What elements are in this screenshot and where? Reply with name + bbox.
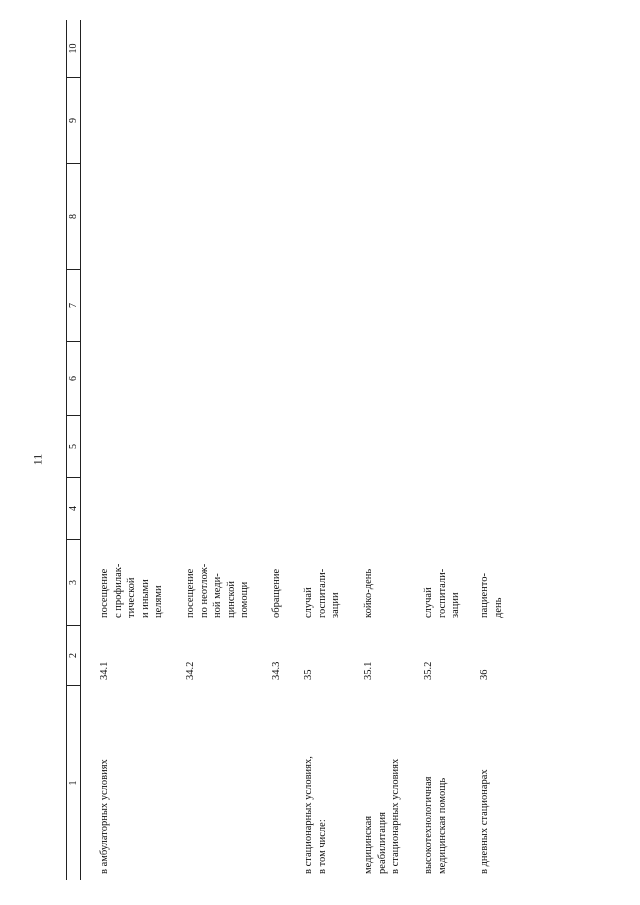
row-name: медицинская реабилитация в стационарных условиях [363, 758, 401, 874]
column-header-7: 7 [67, 270, 80, 342]
column-header-6: 6 [67, 342, 80, 416]
row-unit: случай госпитали- зации [303, 568, 341, 618]
column-header-2: 2 [67, 626, 80, 686]
row-unit: посещение с профилак- тической и иными целями [99, 563, 164, 618]
row-unit: обращение [271, 568, 282, 618]
row-code: 35 [303, 669, 314, 680]
row-unit: случай госпитали- зации [423, 568, 461, 618]
row-name: в амбулаторных условиях [99, 759, 110, 874]
row-unit: посещение по неотлож- ной меди- цинской помощи [185, 563, 250, 618]
row-unit: пациенто- день [479, 573, 504, 618]
page-number: 11 [30, 453, 45, 466]
column-header-row [66, 20, 81, 880]
data-table [66, 20, 638, 880]
row-unit: койко-день [363, 568, 374, 618]
row-code: 35.2 [423, 661, 434, 680]
row-name: в стационарных условиях, в том числе: [303, 756, 328, 874]
column-header-8: 8 [67, 164, 80, 270]
row-code: 36 [479, 669, 490, 680]
row-name: в дневных стационарах [479, 769, 490, 874]
row-name: высокотехнологичная медицинская помощь [423, 776, 448, 874]
column-header-10: 10 [67, 20, 80, 78]
row-code: 34.2 [185, 661, 196, 680]
column-header-3: 3 [67, 540, 80, 626]
row-code: 34.1 [99, 661, 110, 680]
row-code: 34.3 [271, 661, 282, 680]
row-code: 35.1 [363, 661, 374, 680]
column-header-9: 9 [67, 78, 80, 164]
column-header-5: 5 [67, 416, 80, 478]
column-header-4: 4 [67, 478, 80, 540]
column-header-1: 1 [68, 780, 79, 786]
